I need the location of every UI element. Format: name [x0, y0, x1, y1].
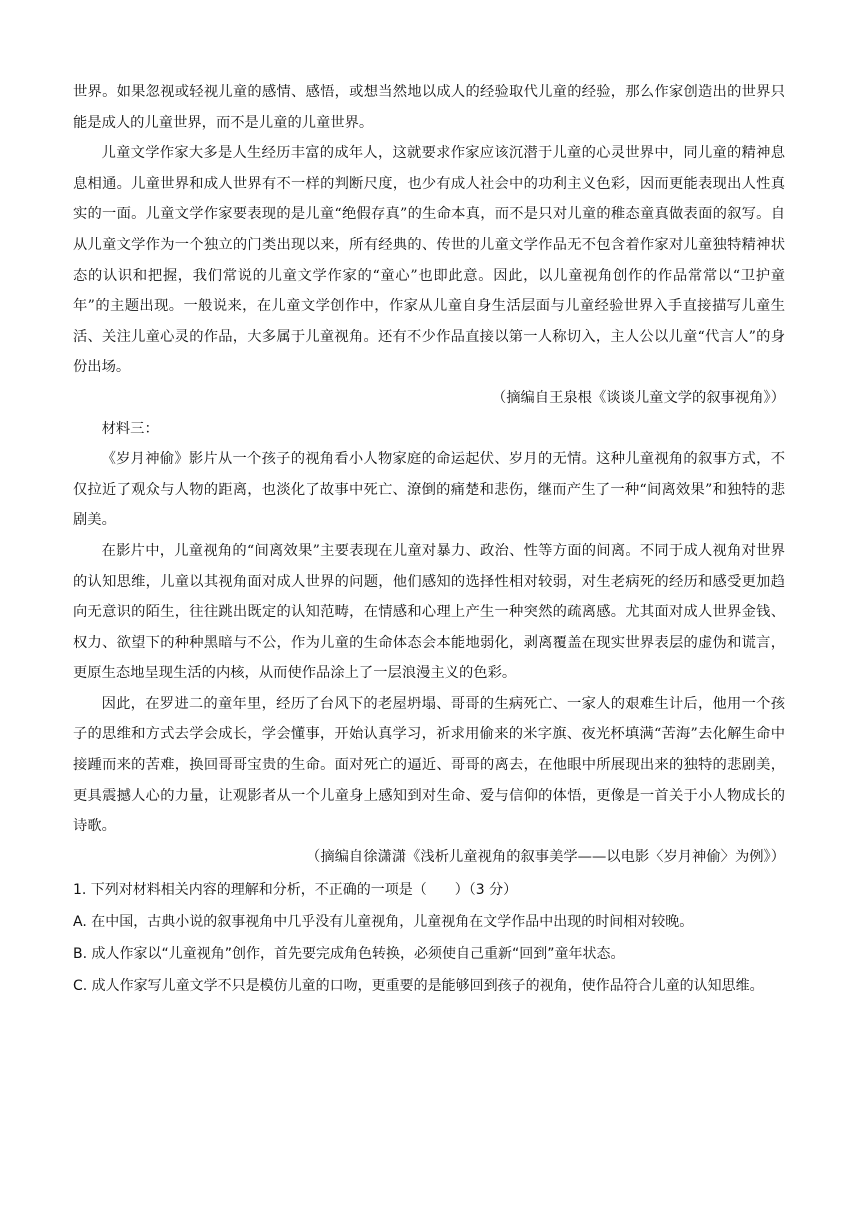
material2-paragraph-2: 儿童文学作家大多是人生经历丰富的成年人，这就要求作家应该沉潜于儿童的心灵世界中，同儿童的精神息息相通。儿童世界和成人世界有不一样的判断尺度，也少有成人社会中的功利主义色彩，因而更能表现出人性真实的一面。儿童文学作家要表现的是儿童“绝假存真”的生命本真，而不是只对儿童的稚态童真做表面的叙写。自从儿童文学作为一个独立的门类出现以来，所有经典的、传世的儿童文学作品无不包含着作家对儿童独特精神状态的认识和把握，我们常说的儿童文学作家的“童心”也即此意。因此，以儿童视角创作的作品常常以“卫护童年”的主题出现。一般说来，在儿童文学创作中，作家从儿童自身生活层面与儿童经验世界入手直接描写儿童生活、关注儿童心灵的作品，大多属于儿童视角。还有不少作品直接以第一人称切入，主人公以儿童“代言人”的身份出场。 — [73, 145, 785, 376]
material2-source: （摘编自王泉根《谈谈儿童文学的叙事视角》） — [491, 389, 785, 406]
document-page — [73, 77, 785, 1002]
question-1-option-c: C. 成人作家写儿童文学不只是模仿儿童的口吻，更重要的是能够回到孩子的视角，使作品符合儿童的认知思维。 — [73, 978, 764, 995]
material3-paragraph-2: 在影片中，儿童视角的“间离效果”主要表现在儿童对暴力、政治、性等方面的间离。不同于成人视角对世界的认知思维，儿童以其视角面对成人世界的问题，他们感知的选择性相对较弱，对生老病死的经历和感受更加趋向无意识的陌生，往往跳出既定的认知范畴，在情感和心理上产生一种突然的疏离感。尤其面对成人世界金钱、权力、欲望下的种种黑暗与不公，作为儿童的生命体态会本能地弱化，剥离覆盖在现实世界表层的虚伪和谎言，更原生态地呈现生活的内核，从而使作品涂上了一层浪漫主义的色彩。 — [73, 542, 785, 682]
question-1-option-a: A. 在中国，古典小说的叙事视角中几乎没有儿童视角，儿童视角在文学作品中出现的时间相对较晚。 — [73, 914, 694, 931]
question-1-option-b: B. 成人作家以“儿童视角”创作，首先要完成角色转换，必须使自己重新“回到”童年状态。 — [73, 946, 625, 963]
material3-source: （摘编自徐潇潇《浅析儿童视角的叙事美学——以电影〈岁月神偷〉为例》） — [306, 848, 785, 865]
material2-paragraph-continued: 世界。如果忽视或轻视儿童的感情、感悟，或想当然地以成人的经验取代儿童的经验，那么作家创造出的世界只能是成人的儿童世界，而不是儿童的儿童世界。 — [73, 84, 785, 131]
question-1-stem: 1. 下列对材料相关内容的理解和分析，不正确的一项是（ ）（3 分） — [73, 882, 518, 899]
question-1 — [73, 874, 785, 1002]
material3-paragraph-3: 因此，在罗进二的童年里，经历了台风下的老屋坍塌、哥哥的生病死亡、一家人的艰难生计后，他用一个孩子的思维和方式去学会成长，学会懂事，开始认真学习，祈求用偷来的米字旗、夜光杯填满“苦海”去化解生命中接踵而来的苦难，换回哥哥宝贵的生命。面对死亡的逼近、哥哥的离去，在他眼中所展现出来的独特的悲剧美，更具震撼人心的力量，让观影者从一个儿童身上感知到对生命、爱与信仰的体悟，更像是一首关于小人物成长的诗歌。 — [73, 695, 785, 835]
material3-label: 材料三： — [101, 420, 159, 437]
material3-paragraph-1: 《岁月神偷》影片从一个孩子的视角看小人物家庭的命运起伏、岁月的无情。这种儿童视角的叙事方式，不仅拉近了观众与人物的距离，也淡化了故事中死亡、潦倒的痛楚和悲伤，继而产生了一种“间离效果”和独特的悲剧美。 — [73, 451, 785, 529]
